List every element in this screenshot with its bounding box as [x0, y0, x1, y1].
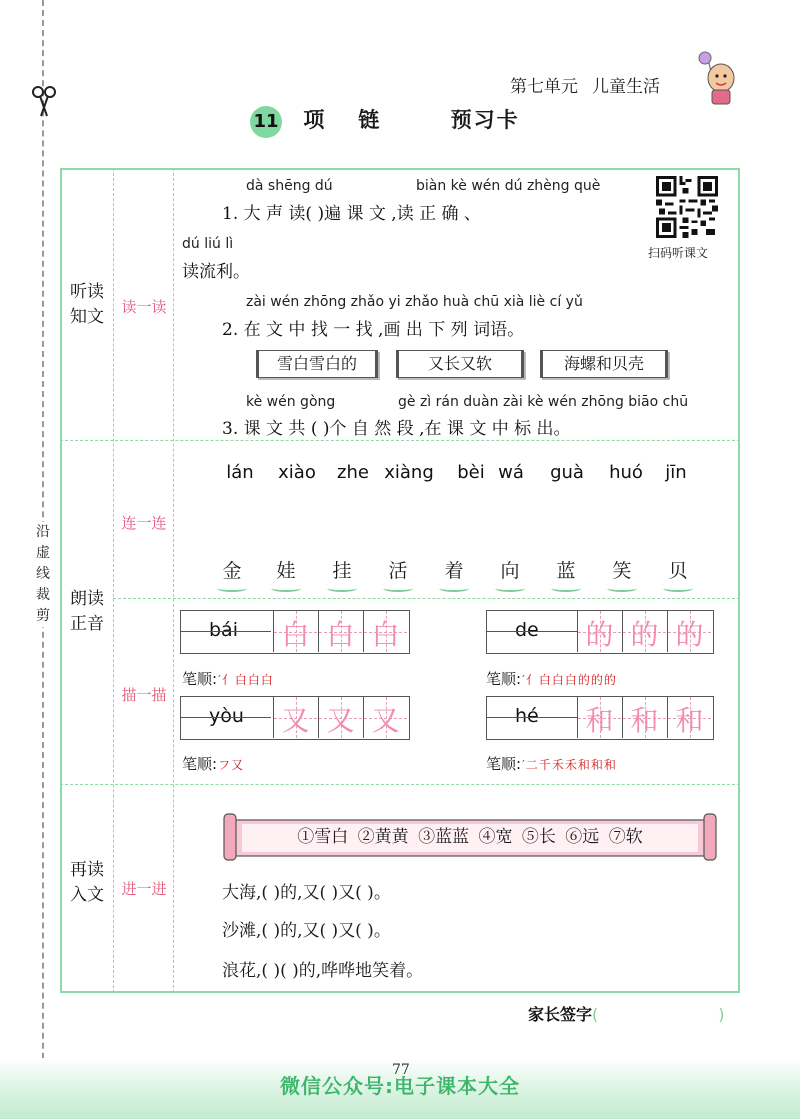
section-reread: 再读入文	[70, 860, 104, 905]
mascot-icon	[695, 50, 739, 110]
tracing-grid	[486, 610, 714, 654]
grid-pinyin: yòu	[209, 705, 244, 727]
question-1-text-cont: 读流利。	[182, 262, 250, 282]
pinyin-baseline	[487, 631, 577, 632]
tracing-cell[interactable]: 又	[363, 697, 407, 738]
activity-read: 读一读	[121, 298, 167, 316]
tracing-grid	[180, 696, 410, 740]
connect-char[interactable]: 蓝	[546, 556, 586, 592]
grid-pinyin: hé	[515, 705, 539, 727]
tracing-cell[interactable]: 和	[667, 697, 711, 738]
tracing-cell[interactable]: 和	[577, 697, 621, 738]
fill-sentence[interactable]: 大海,( )的,又( )又( )。	[222, 883, 391, 903]
tracing-grid	[486, 696, 714, 740]
activity-trace: 描一描	[121, 686, 167, 704]
row-divider	[60, 784, 740, 785]
connect-pinyin[interactable]: xiàng	[384, 462, 434, 483]
row-divider	[113, 598, 740, 599]
connect-pinyin[interactable]: xiào	[278, 462, 316, 483]
tracing-cell[interactable]: 和	[622, 697, 666, 738]
qr-label: 扫码听课文	[648, 246, 709, 260]
page-number: 77	[392, 1062, 410, 1078]
column-divider	[173, 168, 174, 993]
connect-pinyin[interactable]: jīn	[665, 462, 687, 483]
pinyin-baseline	[181, 631, 271, 632]
fill-sentence[interactable]: 浪花,( )( )的,哗哗地笑着。	[222, 961, 424, 981]
connect-pinyin[interactable]: huó	[609, 462, 643, 483]
tracing-cell[interactable]: 白	[273, 611, 317, 652]
unit-header: 第七单元 儿童生活	[510, 77, 660, 97]
stroke-order: 笔顺:′亻白白白的的的	[486, 670, 616, 688]
row-divider	[60, 440, 740, 441]
tracing-cell[interactable]: 白	[318, 611, 362, 652]
scissors-icon	[30, 84, 58, 118]
connect-pinyin[interactable]: wá	[498, 462, 524, 483]
question-3-text: 3. 课 文 共 ( )个 自 然 段 ,在 课 文 中 标 出。	[222, 419, 571, 439]
connect-char[interactable]: 向	[490, 556, 530, 592]
tracing-cell[interactable]: 又	[273, 697, 317, 738]
pinyin-baseline	[181, 717, 271, 718]
tracing-cell[interactable]: 白	[363, 611, 407, 652]
tracing-cell[interactable]: 的	[667, 611, 711, 652]
preview-card-label: 预习卡	[450, 108, 520, 132]
column-divider	[113, 168, 114, 993]
tracing-cell[interactable]: 的	[577, 611, 621, 652]
connect-pinyin[interactable]: guà	[550, 462, 584, 483]
connect-char[interactable]: 着	[434, 556, 474, 592]
wechat-watermark: 微信公众号:电子课本大全	[280, 1074, 520, 1098]
pinyin-line: dà shēng dú	[246, 178, 333, 194]
pinyin-line: biàn kè wén dú zhèng què	[416, 178, 601, 194]
question-1-text: 1. 大 声 读( )遍 课 文 ,读 正 确 、	[222, 204, 481, 224]
cut-label: 沿 虚 线 裁 剪	[34, 522, 52, 627]
pinyin-line: dú liú lì	[182, 236, 234, 252]
connect-char[interactable]: 活	[378, 556, 418, 592]
connect-pinyin[interactable]: bèi	[457, 462, 485, 483]
pinyin-line: gè zì rán duàn zài kè wén zhōng biāo chū	[398, 394, 689, 410]
fill-sentence[interactable]: 沙滩,( )的,又( )又( )。	[222, 921, 391, 941]
connect-char[interactable]: 贝	[658, 556, 698, 592]
connect-char[interactable]: 金	[212, 556, 252, 592]
connect-pinyin[interactable]: zhe	[337, 462, 369, 483]
stroke-order: 笔顺:′二千禾禾和和和	[486, 755, 616, 773]
section-read-aloud: 朗读正音	[70, 589, 104, 634]
qr-code-icon	[656, 176, 718, 238]
connect-pinyin[interactable]: lán	[226, 462, 254, 483]
pinyin-line: zài wén zhōng zhǎo yi zhǎo huà chū xià liè cí yǔ	[246, 294, 583, 310]
word-box: 雪白雪白的	[256, 350, 378, 378]
connect-char[interactable]: 挂	[322, 556, 362, 592]
pinyin-baseline	[487, 717, 577, 718]
connect-char[interactable]: 娃	[266, 556, 306, 592]
stroke-order: 笔顺:′亻白白白	[182, 670, 273, 688]
grid-pinyin: bái	[209, 619, 238, 641]
tracing-cell[interactable]: 的	[622, 611, 666, 652]
connect-char[interactable]: 笑	[602, 556, 642, 592]
word-bank-options: ①雪白 ②黄黄 ③蓝蓝 ④宽 ⑤长 ⑥远 ⑦软	[297, 827, 643, 847]
word-box: 又长又软	[396, 350, 524, 378]
section-listen: 听读知文	[70, 282, 104, 327]
stroke-order: 笔顺:フ又	[182, 755, 244, 773]
pinyin-line: kè wén gòng	[246, 394, 336, 410]
parent-signature[interactable]: 家长签字( )	[528, 1005, 725, 1024]
activity-connect: 连一连	[121, 514, 167, 532]
lesson-number: 11	[250, 106, 282, 138]
grid-pinyin: de	[515, 619, 539, 641]
lesson-name: 项链	[303, 108, 414, 132]
activity-fill: 进一进	[121, 880, 167, 898]
tracing-cell[interactable]: 又	[318, 697, 362, 738]
word-box: 海螺和贝壳	[540, 350, 668, 378]
question-2-text: 2. 在 文 中 找 一 找 ,画 出 下 列 词语。	[222, 320, 525, 340]
lesson-title	[250, 104, 520, 138]
tracing-grid	[180, 610, 410, 654]
